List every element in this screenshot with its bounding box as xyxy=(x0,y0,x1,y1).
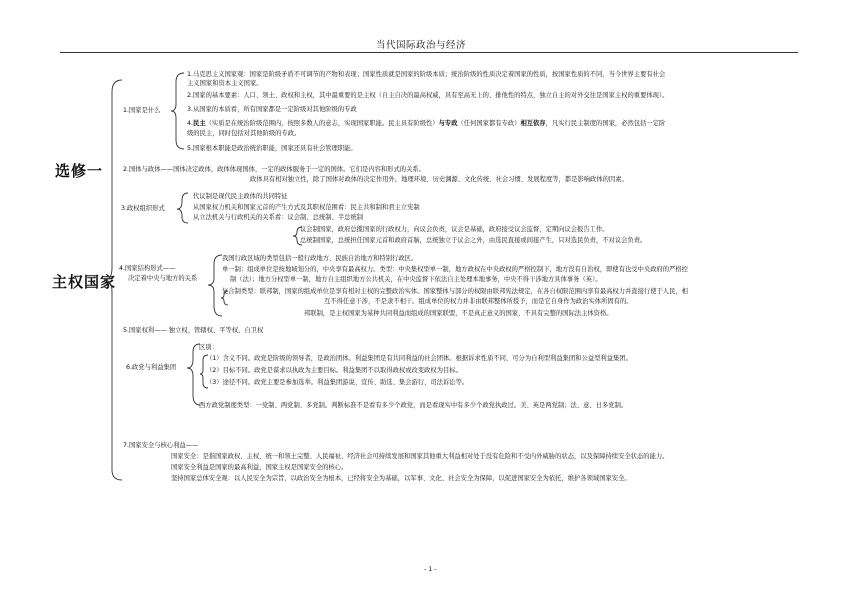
s1-p4-k3: 相互依存 xyxy=(520,120,546,127)
s4-l6: 邦联制，是主权国家为某种共同利益而组成的国家联盟，不是真正意义的国家，不具有完整的国际法主体资格。 xyxy=(304,310,613,317)
s3-l2: 从国家权力机关和国家元首的产生方式及其职权范围看：民主共和制和君主立宪制 xyxy=(193,204,420,211)
s4-label-a: 4.国家结构形式—— xyxy=(119,265,176,272)
s6-l4: 西方政党制度类型：一党制、两党制、多党制。判断标准不是看有多少个政党，而是看现实中有多少个政党执政过。美、英是两党制；法、意、日多党制。 xyxy=(199,402,628,409)
s1-p4-c: ，凡实行民主制度的国家，必然包括一定阶 xyxy=(545,120,666,127)
page-header-title: 当代国际政治与经济 xyxy=(376,40,467,51)
module-title: 选修一 xyxy=(55,162,104,180)
s1-p4 xyxy=(187,120,665,128)
s1-p4-num: 4. xyxy=(187,120,194,127)
brace-s3 xyxy=(177,193,188,223)
s4-l5: 互不得任意干涉，不是隶不相干。组成单位的权力并非由联邦整体所授予，而是它自身作为政治实体所固有的。 xyxy=(324,298,633,305)
s6-l2: （2）目标不同。政党是谋求以执政为主要目标。利益集团不以取得政权或改变政权为目标。 xyxy=(206,367,462,374)
s7-line-c: 国家安全利益是国家的最高利益，国家主权是国家安全的核心。 xyxy=(171,464,348,471)
s1-p4-b: （任何国家都有专政） xyxy=(457,120,521,127)
s1-p2: 2.国家的基本要素：人口、领土、政权和主权，其中最重要的是主权（自主自决的最高权威，具有至高无上的、排他性的特点，独立自主的对外交往是国家主权的重要体现）。 xyxy=(187,92,669,99)
s1-p4d: 级的民主，同时包括对其他阶级的专政。 xyxy=(187,130,301,137)
s1-p1b: 主义国家和资本主义国家。 xyxy=(187,80,263,87)
page-number: - 1 - xyxy=(424,566,437,573)
s7-line-d: 坚持国家总体安全观：以人民安全为宗旨，以政治安全为根本，已经将安全为基础，以军事、文化、社会安全为保障，以促进国家安全为依托，维护各领域国家安全。 xyxy=(171,475,631,482)
s4-l3: 制（法）；地方分权型单一制，地方自主组织地方公共机关，在中央监督下依法自主处理本地事务，中央不得干涉地方具体事务（英）。 xyxy=(230,276,602,283)
s7-line-b: 国家安全：是指国家政权、主权、统一和领土完整、人民福祉、经济社会可持续发展和国家其他重大利益相对处于没有危险和不受内外威胁的状态，以及保障持续安全状态的能力。 xyxy=(171,453,669,460)
s6-l0: 区别： xyxy=(199,344,218,351)
brace-s6 xyxy=(187,344,200,405)
s3-l5: 总统制国家，总统担任国家元首和政府首脑，总统独立于议会之外，由选民直接或间接产生，只对选民负责，不对议会负责。 xyxy=(300,237,647,244)
s3-l3: 从立法机关与行政机关的关系看：议会制、总统制、半总统制 xyxy=(193,214,364,221)
s3-label: 3.政权组织形式 xyxy=(121,205,165,212)
s4-label-b: 决定着中央与地方的关系 xyxy=(128,275,198,282)
s4-l2: 单一制：组成单位是按地域划分的，中央享有最高权力。类型：中央集权型单一制，地方政权在中央政权的严格控制下，地方没有自治权，即使有也受中央政府的严格控 xyxy=(222,266,688,273)
s1-p1a: 1.马克思主义国家观：国家是阶级矛盾不可调节的产物和表现；国家性质就是国家的阶级本质；统治阶级的性质决定着国家的性质，按国家性质的不同，当今世界主要有社会 xyxy=(187,71,666,78)
brace-s1 xyxy=(171,73,184,149)
s1-p5: 5.国家根本职能是政治统治职能，国家还具有社会管理职能。 xyxy=(187,145,357,152)
s2-line-b: 政体具有相对独立性，除了国体对政体的决定作用外，地理环境、历史渊源、文化传统、社会习惯、发展程度等，都是影响政体的因素。 xyxy=(250,176,628,183)
brace-s4 xyxy=(208,255,222,316)
s5-line: 5.国家权利—— 独立权、管辖权、平等权、自卫权 xyxy=(123,327,264,334)
topic-title: 主权国家 xyxy=(52,273,117,291)
s1-p3: 3.从国家的本质看，所有国家都是一定阶级对其他阶级的专政 xyxy=(187,106,357,113)
s6-label: 6.政党与利益集团 xyxy=(126,364,177,371)
s4-l1: 我国行政区域的类型包括一般行政地方、民族自治地方和特别行政区。 xyxy=(222,255,418,262)
s1-p4-k1: 民主 xyxy=(193,120,206,127)
s3-l1: 代议制是现代民主政体的共同特征 xyxy=(193,193,288,200)
main-brace xyxy=(104,80,122,480)
s1-label: 1.国家是什么 xyxy=(123,107,161,114)
s6-l3: （3）途径不同。政党主要是参加选举。利益集团游说、宣传、助选、集会游行、司法诉讼等。 xyxy=(206,379,469,386)
s3-l4: 议会制国家，政府总揽国家的行政权力，向议会负责，议会是基础，政府接受议会监督，定期向议会报告工作。 xyxy=(300,226,609,233)
s2-line-a: 2.国体与政体——国体决定政体，政体体现国体，一定的政体服务于一定的国体。它们是内容和形式的关系。 xyxy=(123,166,425,173)
s1-p4-a: （实质是在统治阶级范围内，按照多数人的意志，实现国家职能。民主具有阶级性） xyxy=(205,120,439,127)
s4-l4: 复合制类型：联邦制，国家的组成单位是享有相对主权的完整政治实体。国家整体与部分的权限由联邦宪法规定，在各自权限范围内享有最高权力并直接行使于人民，相 xyxy=(222,288,688,295)
s7-line-a: 7.国家安全与核心利益—— xyxy=(123,442,199,449)
s1-p4-k2: 与专政 xyxy=(438,120,458,127)
s6-l1: （1）含义不同。政党是阶级的领导者，是政治团体。利益集团是有共同利益的社会团体。根据诉求性质不同，可分为自利型利益集团和公益型利益集团。 xyxy=(206,355,632,362)
